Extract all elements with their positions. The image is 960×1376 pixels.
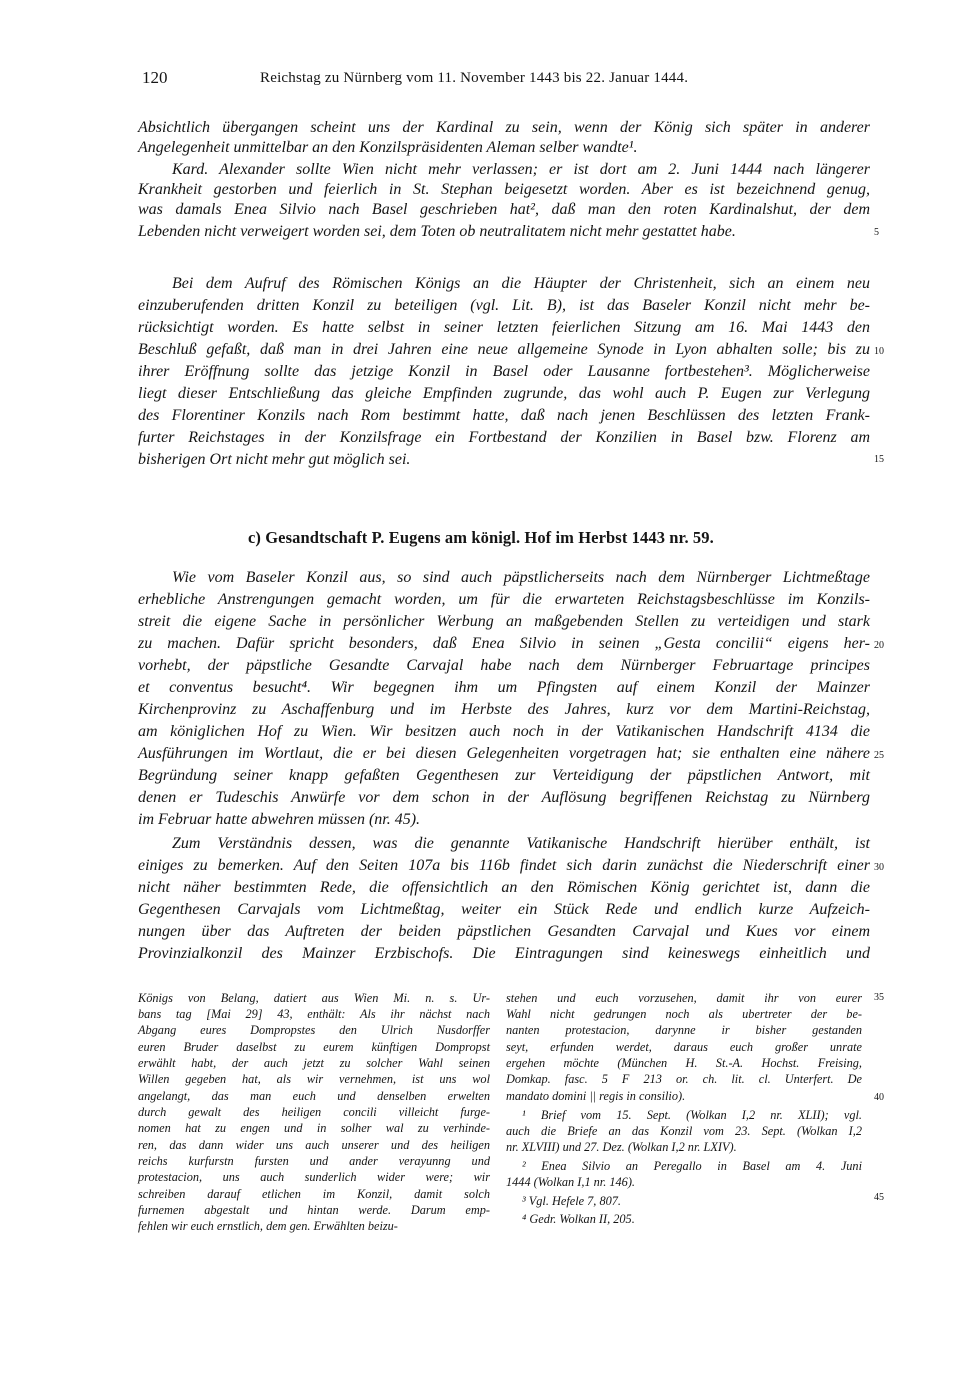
text-line: Kirchenprovinz zu Aschaffenburg und im Herbste des Jahres, kurz vor dem Martini-Reichstag, (138, 701, 870, 718)
footnote-line: fehlen wir euch ernstlich, dem gen. Erwählten beizu- (138, 1219, 398, 1233)
text-line: Begründung seiner knapp gefaßten Gegenthesen zur Verteidigung der päpstlichen Antwort, mit (138, 767, 870, 784)
line-number: 10 (874, 346, 884, 357)
footnote-line: protestacion, uns auch sunderlich wider were; wir (138, 1170, 490, 1184)
section-heading: c) Gesandtschaft P. Eugens am königl. Hof im Herbst 1443 nr. 59. (248, 528, 714, 547)
text-line: bisherigen Ort nicht mehr gut möglich sei. (138, 451, 411, 468)
text-line: was damals Enea Silvio nach Basel geschrieben hat², daß man den roten Kardinalshut, der dem (138, 201, 870, 218)
footnote-line: reichs kurfurstn fursten und ander verayunng und (138, 1154, 490, 1168)
footnote-line: 1444 (Wolkan I,1 nr. 146). (506, 1175, 635, 1189)
footnote-3: ³ Vgl. Hefele 7, 807. (522, 1194, 621, 1208)
text-line: Beschluß gefaßt, daß man in drei Jahren eine neue allgemeine Synode in Lyon abhalten solle; bis zu (138, 341, 870, 358)
text-line: Angelegenheit unmittelbar an den Konzilspräsidenten Aleman selber wandte¹. (138, 139, 638, 156)
page-number: 120 (142, 68, 168, 87)
footnote-4: ⁴ Gedr. Wolkan II, 205. (522, 1212, 635, 1226)
text-line: zu machen. Dafür spricht besonders, daß Enea Silvio in seinen „Gesta concilii“ eigens her- (138, 635, 870, 652)
text-line: furter Reichstages in der Konzilsfrage ein Fortbestand der Konzilien in Basel bzw. Florenz am (138, 429, 870, 446)
text-line: Krankheit gestorben und feierlich in St. Stephan beigesetzt worden. Aber es ist bezeichnend genug, (138, 181, 870, 198)
line-number: 25 (874, 750, 884, 761)
text-line: des Florentiner Konzils nach Rom bestimmt hatte, daß nach jenen Beschlüssen des letzten Frank- (138, 407, 870, 424)
text-line: et conventus besucht⁴. Wir begegnen ihm um Pfingsten auf einem Konzil der Mainzer (138, 679, 870, 696)
text-line: Provinzialkonzil des Mainzer Erzbischofs. Die Eintragungen sind keineswegs einheitlich und (138, 945, 870, 962)
footnote-line: Abgang eures Dompropstes den Ulrich Nusdorffer (138, 1023, 490, 1037)
text-line: ihrer Eröffnung sollte das jetzige Konzil in Basel oder Lausanne fortbestehen³. Möglicherweise (138, 363, 870, 380)
text-line: denen er Tudeschis Anwürfe vor dem schon in der Auflösung begriffenen Reichstag zu Nürnberg (138, 789, 870, 806)
line-number: 45 (874, 1192, 884, 1203)
text-line: vorhebt, der päpstliche Gesandte Carvajal habe nach dem Nürnberger Februartage principes (138, 657, 870, 674)
footnote-line: ergehen möchte (München H. St.-A. Hochst. Freising, (506, 1056, 862, 1070)
line-number: 20 (874, 640, 884, 651)
text-line: nungen über das Auftreten der beiden päpstlichen Gesandten Carvajal und Kues vor einem (138, 923, 870, 940)
footnote-line: bans tag [Mai 29] 43, enthält: Als ihr nächst nach (138, 1007, 490, 1021)
footnote-line: auch die Briefe an das Konzil vom 23. Sept. (Wolkan I,2 (506, 1124, 862, 1138)
text-line: erhebliche Anstrengungen gemacht worden, um für die erwarteten Reichstagsbeschlüsse im Konzils- (138, 591, 870, 608)
text-line: Bei dem Aufruf des Römischen Königs an die Häupter der Christenheit, sich an einem neu (172, 275, 870, 292)
running-header (142, 68, 862, 92)
text-line: rücksichtigt worden. Es hatte selbst in seiner letzten feierlichen Sitzung am 16. Mai 1443 den (138, 319, 870, 336)
text-line: nicht näher bestimmten Rede, die offensichtlich an den Römischen König gerichtet ist, dann die (138, 879, 870, 896)
footnote-line: Willen gegeben hat, als wir vernehmen, ist uns wol (138, 1072, 490, 1086)
footnote-line: angelangt, das man euch und denselben erwelten (138, 1089, 490, 1103)
text-line: Wie vom Baseler Konzil aus, so sind auch päpstlicherseits nach dem Nürnberger Lichtmeßtage (172, 569, 870, 586)
text-line: Lebenden nicht verweigert worden sei, dem Toten ob neutralitatem nicht mehr gestattet habe. (138, 223, 736, 240)
line-number: 40 (874, 1092, 884, 1103)
footnote-2: ² Enea Silvio an Peregallo in Basel am 4. Juni (522, 1159, 862, 1173)
footnote-line: furnemen abgestalt und hintan werde. Darum emp- (138, 1203, 490, 1217)
footnote-line: Königs von Belang, datiert aus Wien Mi. n. s. Ur- (138, 991, 490, 1005)
line-number: 30 (874, 862, 884, 873)
text-line: im Februar hatte abwehren müssen (nr. 45). (138, 811, 421, 828)
text-line: einiges zu bemerken. Auf den Seiten 107a bis 116b findet sich darin zunächst die Niederschrift einer (138, 857, 870, 874)
running-title: Reichstag zu Nürnberg vom 11. November 1443 bis 22. Januar 1444. (260, 70, 689, 86)
text-line: streit die eigene Sache in persönlicher Werbung an maßgebenden Stellen zu verteidigen und stark (138, 613, 870, 630)
footnote-line: nomen hat zu engen und in solher wal zu verhinde- (138, 1121, 490, 1135)
text-line: am königlichen Hof zu Wien. Wir besitzen auch noch in der Vatikanischen Handschrift 4134 die (138, 723, 870, 740)
footnote-line: mandato domini || regis in consilio). (506, 1089, 686, 1103)
footnote-line: durch gewalt des heiligen concili villeicht furge- (138, 1105, 490, 1119)
footnote-line: nanten protestacion, darynne ir bisher gestanden (506, 1023, 862, 1037)
text-line: Zum Verständnis dessen, was die genannte Vatikanische Handschrift hierüber enthält, ist (172, 835, 870, 852)
footnote-line: stehen und euch vorzusehen, damit ihr von eurer (506, 991, 862, 1005)
footnote-1: ¹ Brief vom 15. Sept. (Wolkan I,2 nr. XLII); vgl. (522, 1108, 862, 1122)
footnote-line: ren, das dann wider uns auch unserer und des heiligen (138, 1138, 490, 1152)
footnote-line: schreiben darauf etlichen im Konzil, damit solch (138, 1187, 490, 1201)
text-line: Ausführungen im Wortlaut, die er bei diesen Gelegenheiten vorgetragen hat; sie enthalten eine nähere (138, 745, 870, 762)
line-number: 15 (874, 454, 884, 465)
footnote-line: nr. XLVIII) und 27. Dez. (Wolkan I,2 nr. LXIV). (506, 1140, 737, 1154)
text-line: liegt dieser Entschließung das gleiche Empfinden zugrunde, das wohl auch P. Eugen zur Verlegung (138, 385, 870, 402)
text-line: Absichtlich übergangen scheint uns der Kardinal zu sein, wenn der König sich später in anderer (138, 119, 870, 136)
text-line: Gegenthesen Carvajals vom Lichtmeßtag, weiter ein Stück Rede und endlich kurze Aufzeich- (138, 901, 870, 918)
line-number: 5 (874, 227, 879, 238)
footnote-line: seyt, erfunden werdet, daraus euch großer unrate (506, 1040, 862, 1054)
text-line: einzuberufenden dritten Konzil zu beteiligen (vgl. Lit. B), ist das Baseler Konzil nicht mehr be- (138, 297, 870, 314)
footnote-line: Wahl nicht gedrungen noch als ubertreter der be- (506, 1007, 862, 1021)
footnote-line: Domkap. fasc. 5 F 213 or. ch. lit. cl. Unterfert. De (506, 1072, 862, 1086)
text-line: Kard. Alexander sollte Wien nicht mehr verlassen; er ist dort am 2. Juni 1444 nach längerer (172, 161, 870, 178)
line-number: 35 (874, 992, 884, 1003)
footnote-line: erwählt habt, der auch jetzt zu solcher Wahl seinen (138, 1056, 490, 1070)
footnote-line: euren Bruder daselbst zu eurem künftigen Dompropst (138, 1040, 490, 1054)
